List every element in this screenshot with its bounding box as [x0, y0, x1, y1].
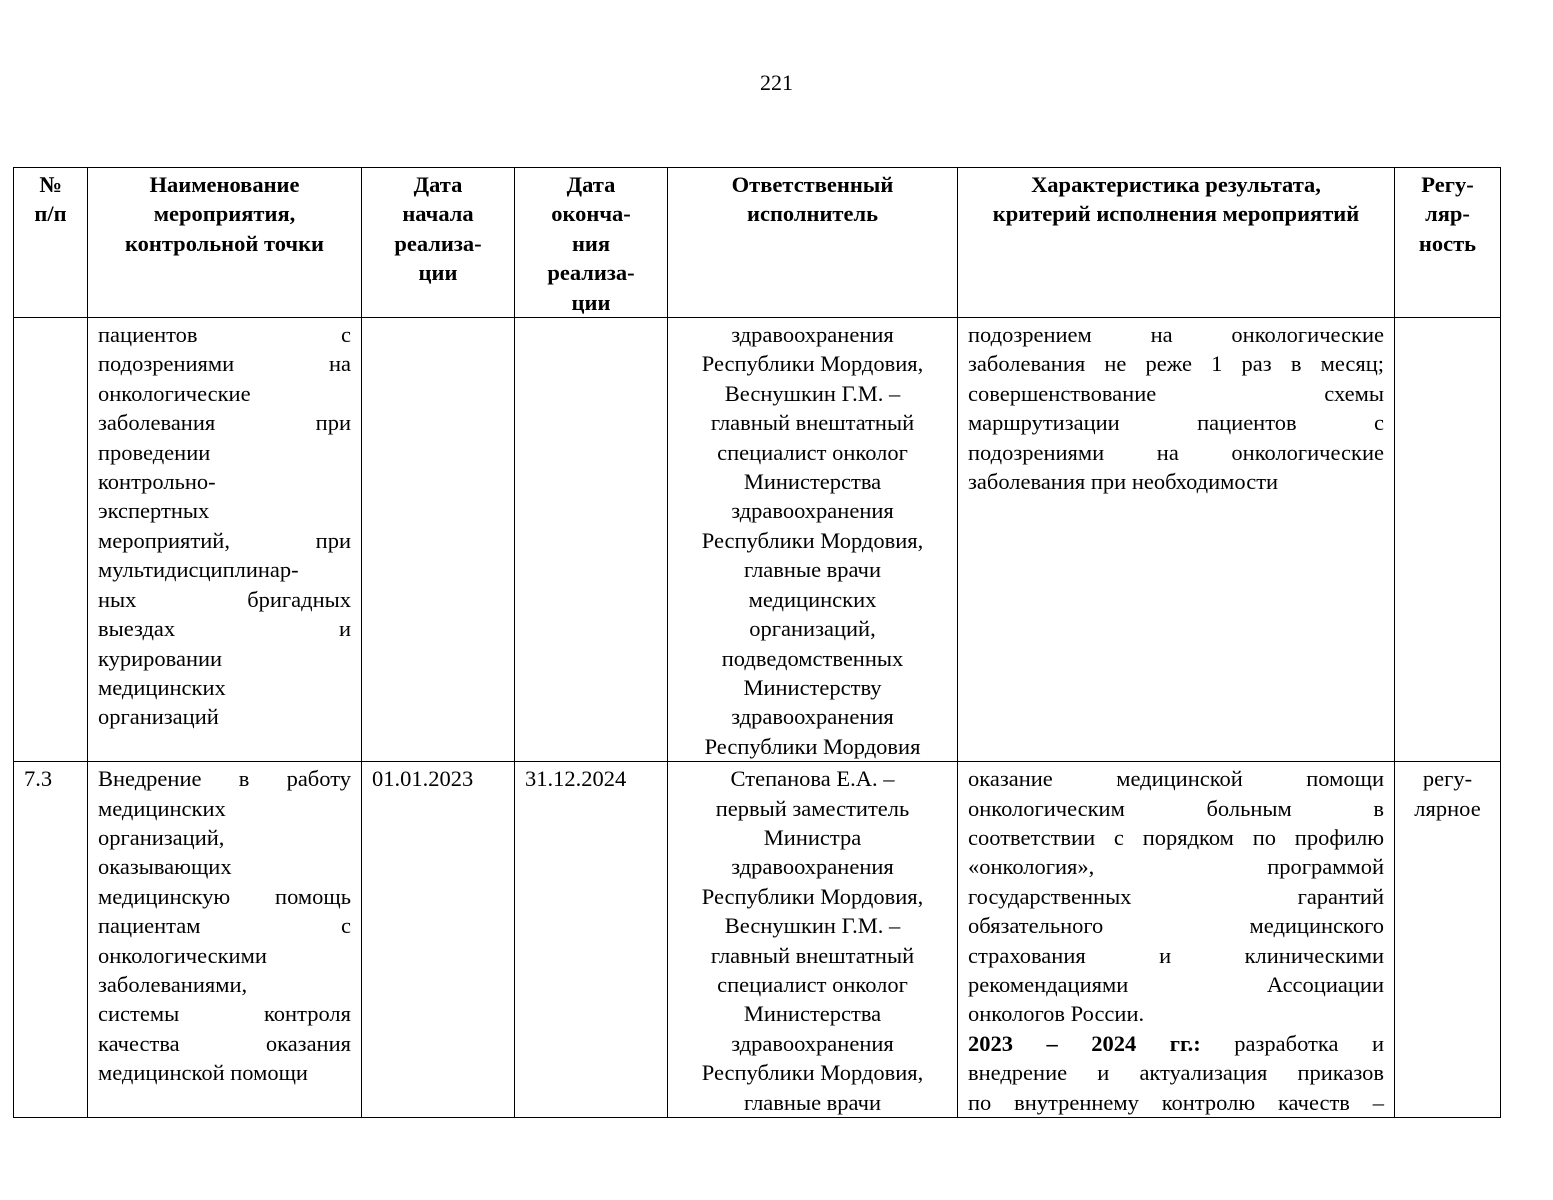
result-text-line: подозрением на онкологические	[968, 322, 1384, 348]
header-text-line: ния	[571, 230, 611, 256]
name-text-line: Внедрение в работу	[98, 766, 351, 792]
cell-start-date: 01.01.2023	[362, 762, 515, 1118]
table-header-row	[14, 168, 1501, 318]
responsible-text-line: здравоохранения	[731, 854, 894, 880]
responsible-text-line: Веснушкин Г.М. –	[724, 380, 901, 406]
cell-responsible	[668, 762, 958, 1118]
cell-num: 7.3	[14, 762, 88, 1118]
name-text-line: выездах и	[98, 616, 351, 642]
cell-name	[88, 762, 362, 1118]
regularity-text-line: лярное	[1414, 795, 1481, 821]
name-text-line: онкологическими	[98, 942, 267, 968]
result-text-line: совершенствование схемы	[968, 380, 1384, 406]
name-text-line: медицинских	[98, 795, 226, 821]
name-text-line: заболеваниями,	[98, 971, 248, 997]
header-name	[88, 168, 362, 318]
name-text-line: медицинских	[98, 674, 226, 700]
header-text-line: Дата	[566, 172, 616, 197]
table-row	[14, 762, 1501, 1118]
header-end-date	[515, 168, 668, 318]
name-text-line: медицинской помощи	[98, 1060, 308, 1086]
header-start-date	[362, 168, 515, 318]
header-text-line: ции	[418, 260, 458, 286]
responsible-text-line: Республики Мордовия	[704, 733, 921, 759]
result-text-line: государственных гарантий	[968, 883, 1384, 909]
header-text-line: Характеристика результата,	[1031, 172, 1321, 197]
responsible-text-line: здравоохранения	[731, 704, 894, 730]
responsible-text-line: здравоохранения	[731, 322, 894, 348]
header-text-line: Регу-	[1421, 172, 1474, 197]
responsible-text-line: Министра	[763, 824, 862, 850]
responsible-text-line: Министерства	[743, 469, 882, 495]
responsible-text-line: первый заместитель	[715, 795, 910, 821]
header-text-line: Дата	[413, 172, 463, 197]
header-text-line: контрольной точки	[124, 230, 325, 256]
header-text-line: ции	[571, 289, 611, 315]
result-text-line: заболевания не реже 1 раз в месяц;	[968, 351, 1384, 377]
activities-table	[13, 167, 1501, 1118]
result-text-line: оказание медицинской помощи	[968, 766, 1384, 792]
header-num	[14, 168, 88, 318]
cell-end-date: 31.12.2024	[515, 762, 668, 1118]
responsible-text-line: медицинских	[748, 586, 877, 612]
responsible-text-line: Республики Мордовия,	[701, 1060, 924, 1086]
responsible-text-line: главный внештатный	[710, 410, 915, 436]
responsible-text-line: главные врачи	[743, 557, 881, 583]
responsible-text-line: Министерству	[743, 674, 882, 700]
name-text-line: заболевания при	[98, 410, 351, 436]
responsible-text-line: специалист онколог	[717, 971, 908, 997]
regularity-text-line: регу-	[1422, 766, 1473, 792]
responsible-text-line: Степанова Е.А. –	[730, 766, 895, 792]
header-text-line: Ответственный	[731, 172, 894, 197]
name-text-line: ных бригадных	[98, 586, 351, 612]
header-text-line: оконча-	[551, 201, 631, 227]
name-text-line: проведении	[98, 439, 211, 465]
cell-result	[958, 318, 1395, 762]
table-row	[14, 318, 1501, 762]
responsible-text-line: организаций,	[749, 616, 876, 642]
result-text-line: обязательного медицинского	[968, 913, 1384, 939]
result-text-line: внедрение и актуализация приказов	[968, 1060, 1384, 1086]
header-text-line: исполнитель	[747, 201, 878, 227]
header-text-line: ляр-	[1425, 201, 1470, 227]
header-responsible	[668, 168, 958, 318]
header-text-line: Наименование	[149, 172, 300, 197]
cell-regularity	[1395, 318, 1501, 762]
result-text-line: соответствии с порядком по профилю	[968, 824, 1384, 850]
header-text-line: реализа-	[394, 230, 482, 256]
name-text-line: организаций	[98, 704, 219, 730]
responsible-text-line: главный внештатный	[710, 942, 915, 968]
result-text-line: онкологов России.	[968, 1001, 1145, 1027]
responsible-text-line: Министерства	[743, 1001, 882, 1027]
cell-start-date	[362, 318, 515, 762]
cell-end-date	[515, 318, 668, 762]
name-text-line: мультидисциплинар-	[98, 557, 299, 583]
name-text-line: качества оказания	[98, 1030, 351, 1056]
header-text-line: №	[39, 172, 62, 197]
page-number: 221	[760, 70, 793, 95]
name-text-line: подозрениями на	[98, 351, 351, 377]
responsible-text-line: Республики Мордовия,	[701, 351, 924, 377]
name-text-line: медицинскую помощь	[98, 883, 351, 909]
name-text-line: оказывающих	[98, 854, 232, 880]
result-text-line: «онкология», программой	[968, 854, 1384, 880]
result-period-text: разработка и	[1200, 1030, 1385, 1056]
result-text-line: онкологическим больным в	[968, 795, 1384, 821]
header-text-line: п/п	[34, 201, 67, 227]
result-text-line: маршрутизации пациентов с	[968, 410, 1384, 436]
result-text-line: страхования и клиническими	[968, 942, 1384, 968]
result-text-line: подозрениями на онкологические	[968, 439, 1384, 465]
result-period-label: 2023 – 2024 гг.:	[968, 1030, 1201, 1056]
responsible-text-line: специалист онколог	[717, 439, 908, 465]
header-text-line: ность	[1418, 230, 1477, 256]
responsible-text-line: главные врачи	[743, 1089, 881, 1115]
header-text-line: реализа-	[547, 260, 635, 286]
responsible-text-line: здравоохранения	[731, 498, 894, 524]
name-text-line: курировании	[98, 645, 223, 671]
header-result	[958, 168, 1395, 318]
responsible-text-line: здравоохранения	[731, 1030, 894, 1056]
cell-name	[88, 318, 362, 762]
name-text-line: онкологические	[98, 380, 251, 406]
responsible-text-line: Веснушкин Г.М. –	[724, 913, 901, 939]
name-text-line: мероприятий, при	[98, 527, 351, 553]
header-text-line: начала	[402, 201, 474, 227]
header-text-line: мероприятия,	[153, 201, 296, 227]
responsible-text-line: Республики Мордовия,	[701, 883, 924, 909]
cell-result	[958, 762, 1395, 1118]
header-text-line: критерий исполнения мероприятий	[992, 201, 1360, 227]
cell-regularity	[1395, 762, 1501, 1118]
name-text-line: пациентов с	[98, 322, 351, 348]
name-text-line: организаций,	[98, 824, 225, 850]
result-text-line: рекомендациями Ассоциации	[968, 971, 1384, 997]
name-text-line: системы контроля	[98, 1001, 351, 1027]
cell-num	[14, 318, 88, 762]
cell-responsible	[668, 318, 958, 762]
header-regularity	[1395, 168, 1501, 318]
responsible-text-line: подведомственных	[721, 645, 904, 671]
name-text-line: экспертных	[98, 498, 210, 524]
responsible-text-line: Республики Мордовия,	[701, 527, 924, 553]
name-text-line: контрольно-	[98, 469, 216, 495]
result-text-line: заболевания при необходимости	[968, 469, 1279, 495]
name-text-line: пациентам с	[98, 913, 351, 939]
result-text-line: по внутреннему контролю качеств –	[968, 1089, 1384, 1115]
